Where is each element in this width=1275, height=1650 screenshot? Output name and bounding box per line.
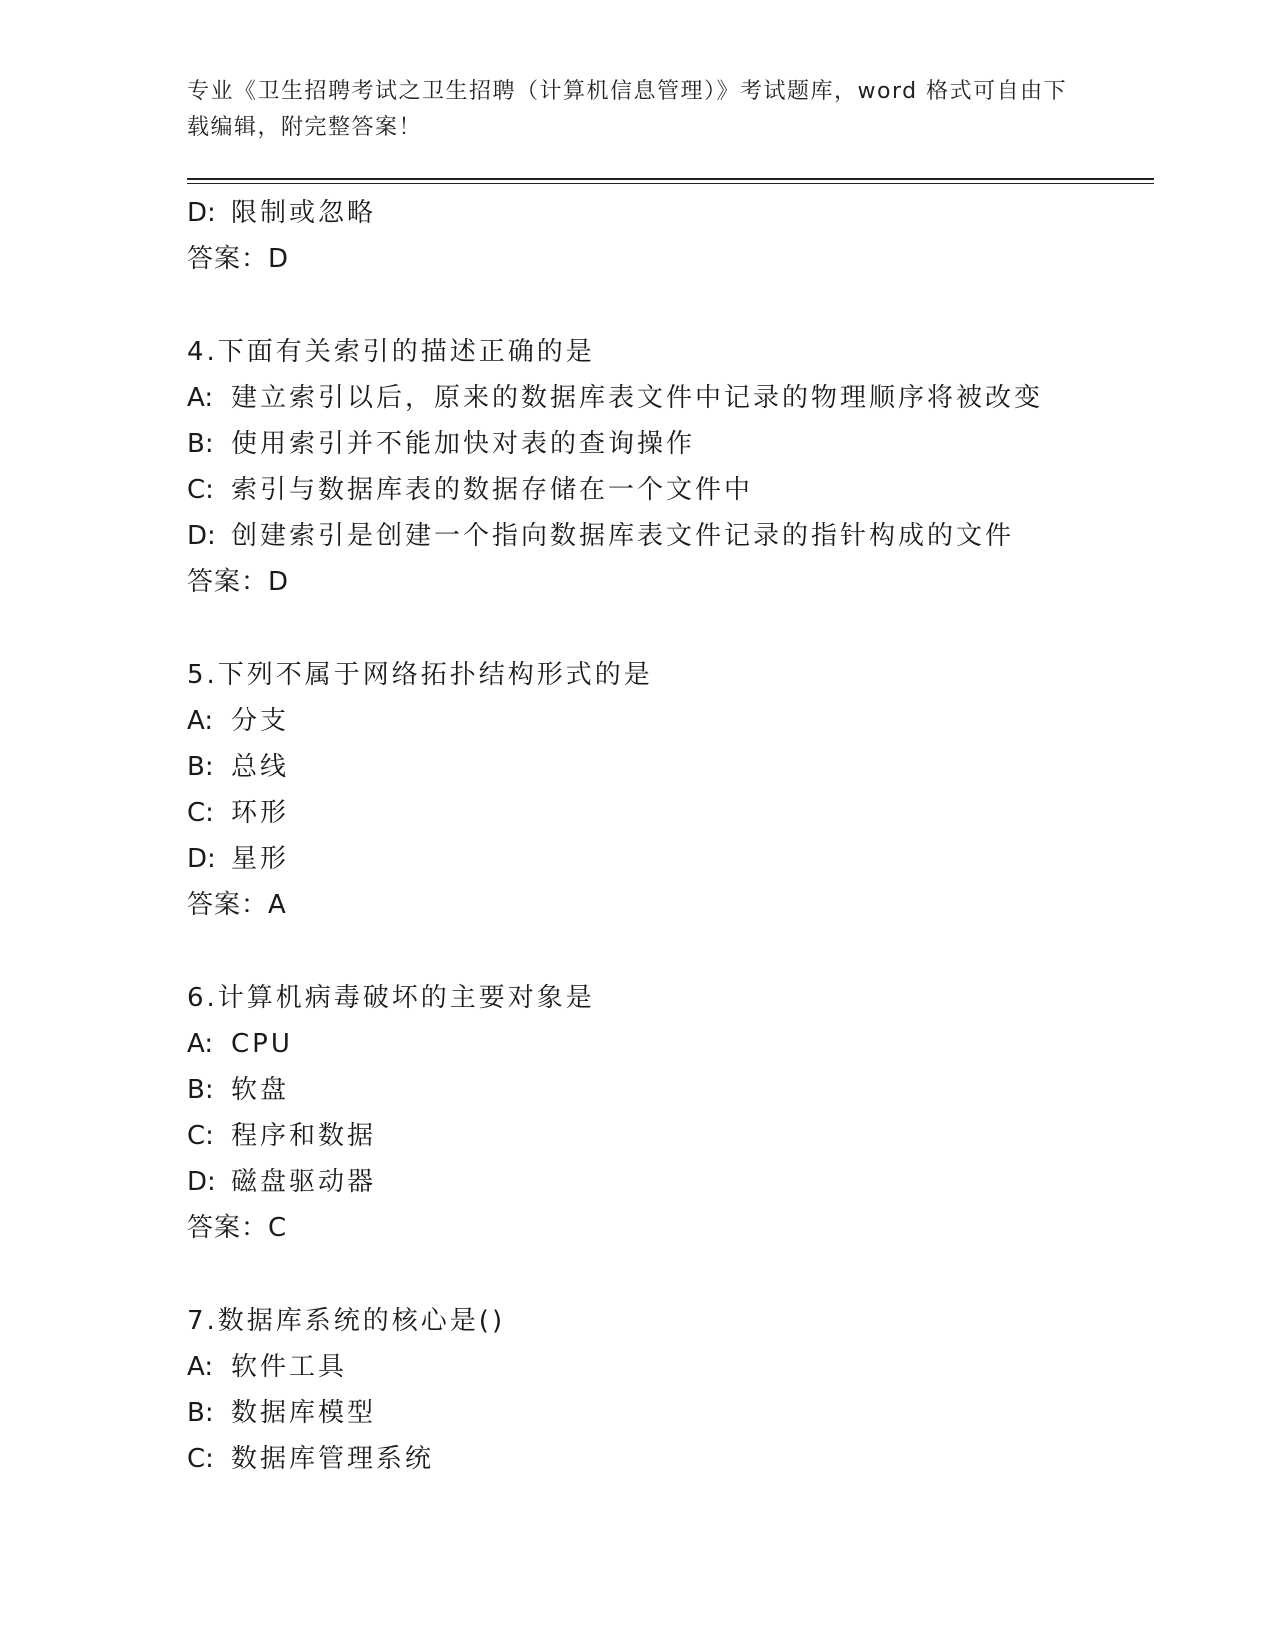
header-rule-thick xyxy=(187,178,1154,180)
option-text: 程序和数据 xyxy=(231,1121,377,1151)
question-title: 7.数据库系统的核心是() xyxy=(187,1306,506,1336)
option-letter: A: xyxy=(187,706,214,736)
option-d xyxy=(187,836,1154,882)
option-letter: D: xyxy=(187,1167,216,1197)
option-d xyxy=(187,190,1154,236)
header-rule-thin xyxy=(187,183,1154,184)
answer: 答案：D xyxy=(187,567,290,597)
option-b xyxy=(187,421,1154,467)
question-title: 6.计算机病毒破坏的主要对象是 xyxy=(187,983,595,1013)
option-b xyxy=(187,744,1154,790)
option-letter: C: xyxy=(187,798,214,828)
option-text: 数据库管理系统 xyxy=(231,1444,435,1474)
option-text: 分支 xyxy=(231,706,290,736)
option-text: 总线 xyxy=(231,752,290,782)
option-text: CPU xyxy=(231,1029,293,1059)
question-7 xyxy=(187,1298,1154,1482)
option-letter: D: xyxy=(187,521,216,551)
option-letter: B: xyxy=(187,429,214,459)
option-d xyxy=(187,1159,1154,1205)
option-c xyxy=(187,1113,1154,1159)
answer: 答案：D xyxy=(187,244,290,274)
option-text: 创建索引是创建一个指向数据库表文件记录的指针构成的文件 xyxy=(231,521,1015,551)
option-c xyxy=(187,790,1154,836)
option-text: 数据库模型 xyxy=(231,1398,377,1428)
option-letter: C: xyxy=(187,475,214,505)
option-letter: C: xyxy=(187,1121,214,1151)
option-b xyxy=(187,1067,1154,1113)
question-partial xyxy=(187,190,1154,282)
option-text: 限制或忽略 xyxy=(231,198,377,228)
answer: 答案：A xyxy=(187,890,287,920)
option-text: 磁盘驱动器 xyxy=(231,1167,377,1197)
document-header: 专业《卫生招聘考试之卫生招聘（计算机信息管理）》考试题库，word 格式可自由下载编辑，附完整答案！ xyxy=(187,79,1068,140)
option-a xyxy=(187,698,1154,744)
option-a xyxy=(187,1021,1154,1067)
option-letter: B: xyxy=(187,752,214,782)
question-4 xyxy=(187,329,1154,605)
option-a xyxy=(187,375,1154,421)
option-letter: B: xyxy=(187,1075,214,1105)
option-text: 建立索引以后，原来的数据库表文件中记录的物理顺序将被改变 xyxy=(231,383,1044,413)
option-text: 软盘 xyxy=(231,1075,290,1105)
option-letter: A: xyxy=(187,383,214,413)
question-6 xyxy=(187,975,1154,1251)
option-d xyxy=(187,513,1154,559)
option-letter: C: xyxy=(187,1444,214,1474)
option-letter: D: xyxy=(187,198,216,228)
option-b xyxy=(187,1390,1154,1436)
option-letter: B: xyxy=(187,1398,214,1428)
question-list xyxy=(187,190,1154,1482)
option-letter: A: xyxy=(187,1029,214,1059)
option-a xyxy=(187,1344,1154,1390)
option-text: 索引与数据库表的数据存储在一个文件中 xyxy=(231,475,754,505)
question-title: 5.下列不属于网络拓扑结构形式的是 xyxy=(187,660,653,690)
option-c xyxy=(187,1436,1154,1482)
option-letter: A: xyxy=(187,1352,214,1382)
option-text: 环形 xyxy=(231,798,290,828)
option-text: 星形 xyxy=(231,844,290,874)
question-title: 4.下面有关索引的描述正确的是 xyxy=(187,337,595,367)
answer: 答案：C xyxy=(187,1213,288,1243)
option-letter: D: xyxy=(187,844,216,874)
option-text: 使用索引并不能加快对表的查询操作 xyxy=(231,429,696,459)
question-5 xyxy=(187,652,1154,928)
option-text: 软件工具 xyxy=(231,1352,348,1382)
option-c xyxy=(187,467,1154,513)
